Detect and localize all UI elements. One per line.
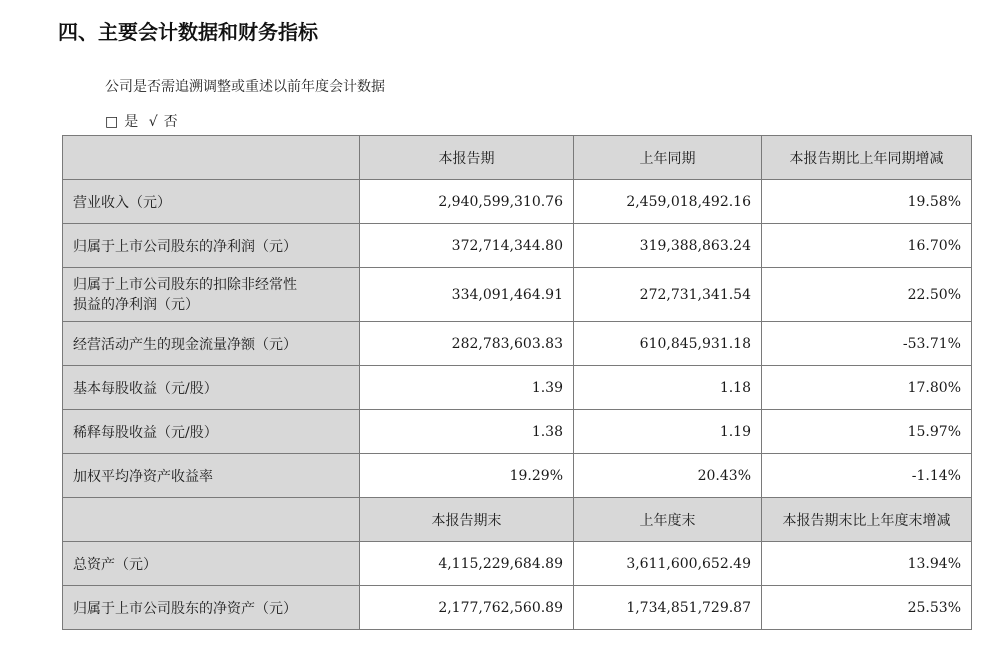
current-value: 372,714,344.80 <box>360 224 574 268</box>
table-header-row <box>63 136 972 180</box>
row-label: 经营活动产生的现金流量净额（元） <box>63 322 360 366</box>
yes-label: 是 <box>124 114 139 130</box>
table-row <box>63 322 972 366</box>
current-value: 1.39 <box>360 366 574 410</box>
current-value: 1.38 <box>360 410 574 454</box>
row-label-line: 归属于上市公司股东的扣除非经常性 <box>73 276 297 293</box>
change-value: -1.14% <box>762 454 972 498</box>
row-label: 归属于上市公司股东的净资产（元） <box>63 586 360 630</box>
row-label-line: 损益的净利润（元） <box>73 296 199 313</box>
current-value: 282,783,603.83 <box>360 322 574 366</box>
table-row <box>63 542 972 586</box>
current-value: 2,940,599,310.76 <box>360 180 574 224</box>
change-value: -53.71% <box>762 322 972 366</box>
checkmark-icon: √ <box>148 114 158 130</box>
row-label: 加权平均净资产收益率 <box>63 454 360 498</box>
change-value: 15.97% <box>762 410 972 454</box>
current-value: 19.29% <box>360 454 574 498</box>
row-label: 稀释每股收益（元/股） <box>63 410 360 454</box>
row-label: 总资产（元） <box>63 542 360 586</box>
header-cell: 本报告期 <box>360 136 574 180</box>
header-cell <box>63 498 360 542</box>
change-value: 19.58% <box>762 180 972 224</box>
prior-value: 1.19 <box>574 410 762 454</box>
prior-value: 20.43% <box>574 454 762 498</box>
table-row <box>63 224 972 268</box>
restatement-question: 公司是否需追溯调整或重述以前年度会计数据 <box>105 79 385 95</box>
table-row <box>63 268 972 322</box>
row-label <box>63 268 360 322</box>
no-label: 否 <box>163 114 178 130</box>
section-title: 四、主要会计数据和财务指标 <box>58 20 318 44</box>
change-value: 17.80% <box>762 366 972 410</box>
table-row <box>63 366 972 410</box>
prior-value: 1.18 <box>574 366 762 410</box>
yes-checkbox-icon: □ <box>105 114 119 130</box>
row-label: 基本每股收益（元/股） <box>63 366 360 410</box>
change-value: 13.94% <box>762 542 972 586</box>
prior-value: 319,388,863.24 <box>574 224 762 268</box>
table-row <box>63 180 972 224</box>
prior-value: 2,459,018,492.16 <box>574 180 762 224</box>
header-cell: 本报告期比上年同期增减 <box>762 136 972 180</box>
table-header-row <box>63 498 972 542</box>
table-row <box>63 586 972 630</box>
prior-value: 610,845,931.18 <box>574 322 762 366</box>
current-value: 2,177,762,560.89 <box>360 586 574 630</box>
change-value: 16.70% <box>762 224 972 268</box>
current-value: 4,115,229,684.89 <box>360 542 574 586</box>
restatement-choice <box>105 111 184 131</box>
row-label: 营业收入（元） <box>63 180 360 224</box>
header-cell: 上年度末 <box>574 498 762 542</box>
header-cell: 本报告期末 <box>360 498 574 542</box>
header-cell: 上年同期 <box>574 136 762 180</box>
prior-value: 272,731,341.54 <box>574 268 762 322</box>
change-value: 22.50% <box>762 268 972 322</box>
row-label: 归属于上市公司股东的净利润（元） <box>63 224 360 268</box>
table-row <box>63 454 972 498</box>
prior-value: 3,611,600,652.49 <box>574 542 762 586</box>
financial-indicators-table <box>62 135 972 630</box>
prior-value: 1,734,851,729.87 <box>574 586 762 630</box>
header-cell <box>63 136 360 180</box>
table-row <box>63 410 972 454</box>
current-value: 334,091,464.91 <box>360 268 574 322</box>
change-value: 25.53% <box>762 586 972 630</box>
header-cell: 本报告期末比上年度末增减 <box>762 498 972 542</box>
